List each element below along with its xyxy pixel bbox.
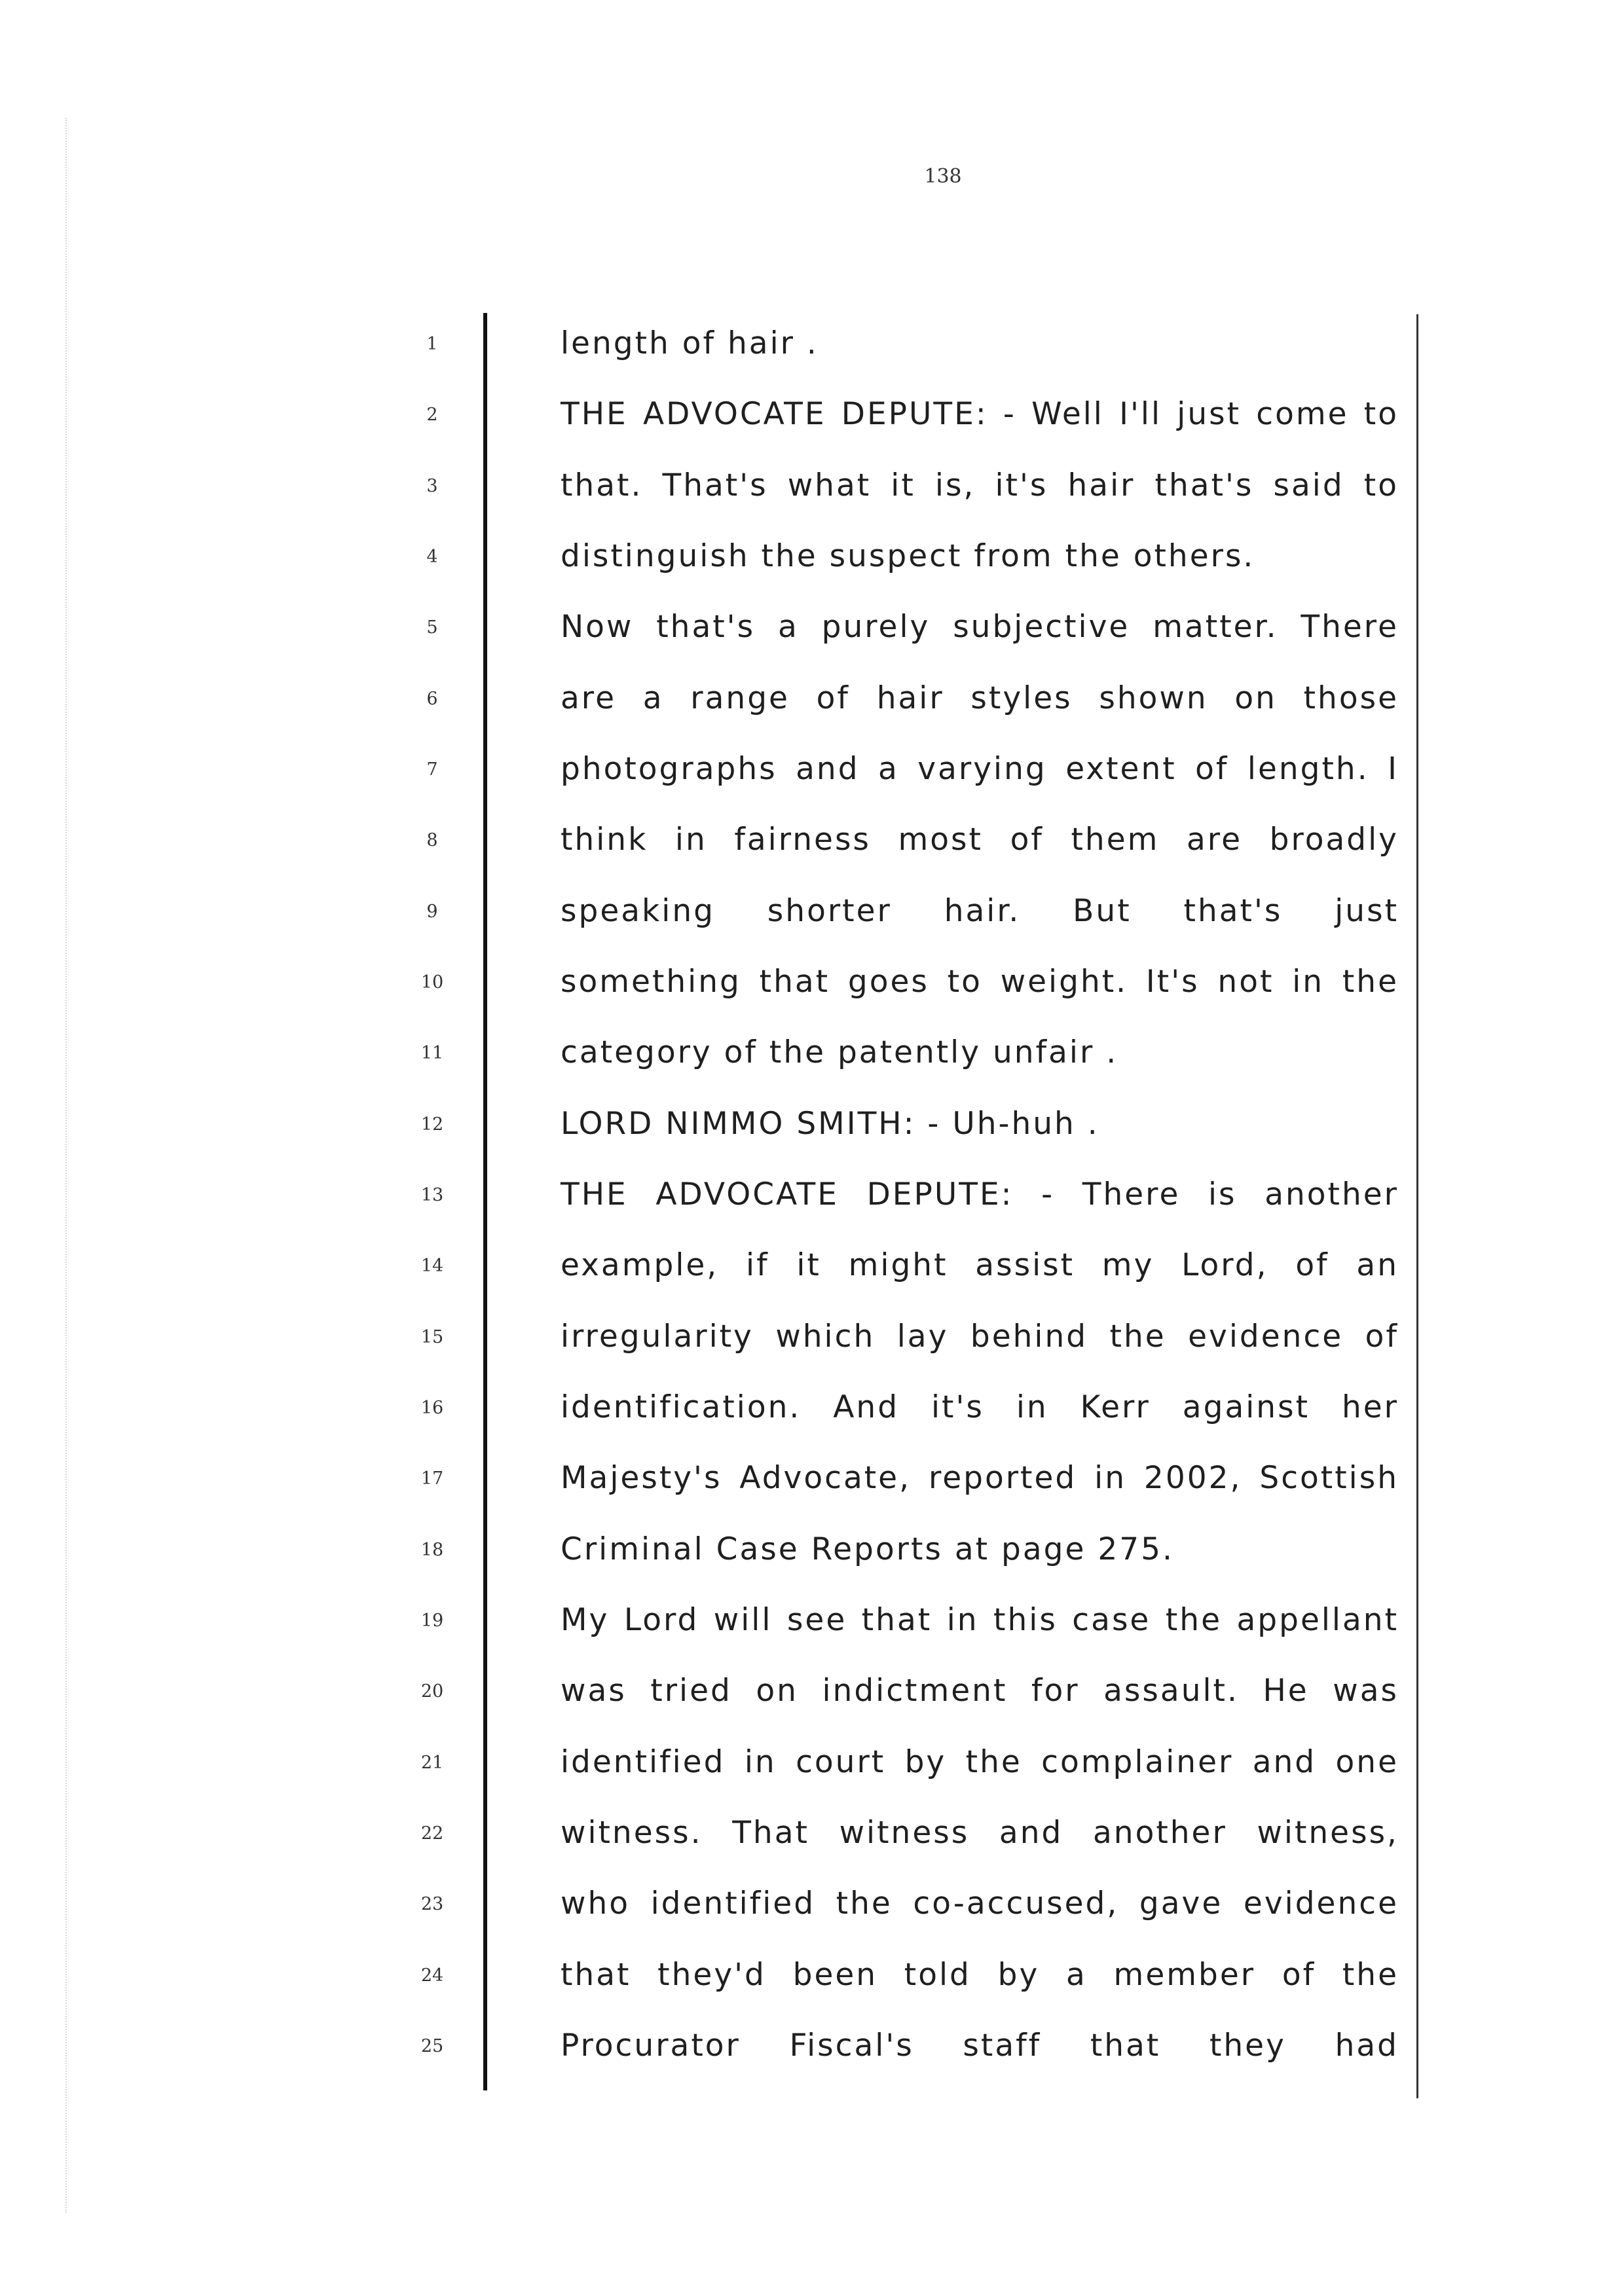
line-number: 24	[420, 1965, 444, 1986]
transcript-line: was tried on indictment for assault. He was	[561, 1673, 1399, 1709]
transcript-line: Criminal Case Reports at page 275.	[561, 1531, 1174, 1567]
line-number: 9	[426, 902, 438, 922]
transcript-line: THE ADVOCATE DEPUTE: - There is another	[561, 1176, 1399, 1212]
page-number: 138	[924, 165, 962, 188]
line-number: 14	[420, 1256, 444, 1276]
line-number: 7	[426, 759, 438, 780]
line-number: 25	[420, 2036, 444, 2056]
transcript-line: think in fairness most of them are broadly	[561, 822, 1399, 858]
line-number: 20	[420, 1681, 444, 1702]
line-number: 10	[420, 972, 444, 993]
line-number: 23	[420, 1894, 444, 1914]
line-number: 17	[420, 1468, 444, 1489]
transcript-line: witness. That witness and another witness,	[561, 1815, 1399, 1851]
transcript-line: identification. And it's in Kerr against her	[561, 1389, 1399, 1425]
transcript-line: irregularity which lay behind the evidence of	[561, 1319, 1399, 1355]
line-number: 5	[426, 617, 438, 638]
line-number: 12	[420, 1114, 444, 1135]
transcript-line: photographs and a varying extent of length. I	[561, 751, 1399, 787]
line-number: 18	[420, 1540, 444, 1560]
transcript-line: length of hair .	[561, 325, 819, 361]
transcript-line: something that goes to weight. It's not in the	[561, 964, 1399, 1000]
line-number: 11	[420, 1043, 444, 1063]
line-number: 13	[420, 1185, 444, 1205]
transcript-line: THE ADVOCATE DEPUTE: - Well I'll just come to	[561, 396, 1399, 432]
transcript-line: Procurator Fiscal's staff that they had	[561, 2028, 1399, 2064]
transcript-line: My Lord will see that in this case the appellant	[561, 1602, 1399, 1638]
transcript-line: category of the patently unfair .	[561, 1034, 1118, 1070]
line-number: 2	[426, 405, 438, 425]
line-number: 22	[420, 1823, 444, 1844]
transcript-line: distinguish the suspect from the others.	[561, 538, 1255, 574]
line-number: 8	[426, 830, 438, 850]
transcript-line: example, if it might assist my Lord, of an	[561, 1247, 1399, 1283]
line-number: 3	[426, 476, 438, 496]
left-margin-rule	[483, 313, 487, 2090]
transcript-line: are a range of hair styles shown on those	[561, 680, 1399, 716]
transcript-line: that. That's what it is, it's hair that's said to	[561, 467, 1399, 503]
transcript-line: LORD NIMMO SMITH: - Uh-huh .	[561, 1106, 1099, 1142]
line-number: 16	[420, 1398, 444, 1418]
line-number: 6	[426, 689, 438, 709]
right-margin-rule	[1416, 314, 1418, 2098]
transcript-line: that they'd been told by a member of the	[561, 1957, 1399, 1993]
transcript-line: identified in court by the complainer and one	[561, 1744, 1399, 1780]
transcript-line: speaking shorter hair. But that's just	[561, 893, 1399, 929]
line-number: 19	[420, 1611, 444, 1631]
line-number: 21	[420, 1753, 444, 1773]
transcript-line: Majesty's Advocate, reported in 2002, Scottish	[561, 1460, 1399, 1496]
line-number: 15	[420, 1327, 444, 1347]
scan-edge-marks	[65, 118, 100, 2213]
line-number: 1	[426, 334, 438, 354]
transcript-line: Now that's a purely subjective matter. There	[561, 609, 1399, 645]
transcript-line: who identified the co-accused, gave evidence	[561, 1886, 1399, 1922]
line-number: 4	[426, 547, 438, 567]
